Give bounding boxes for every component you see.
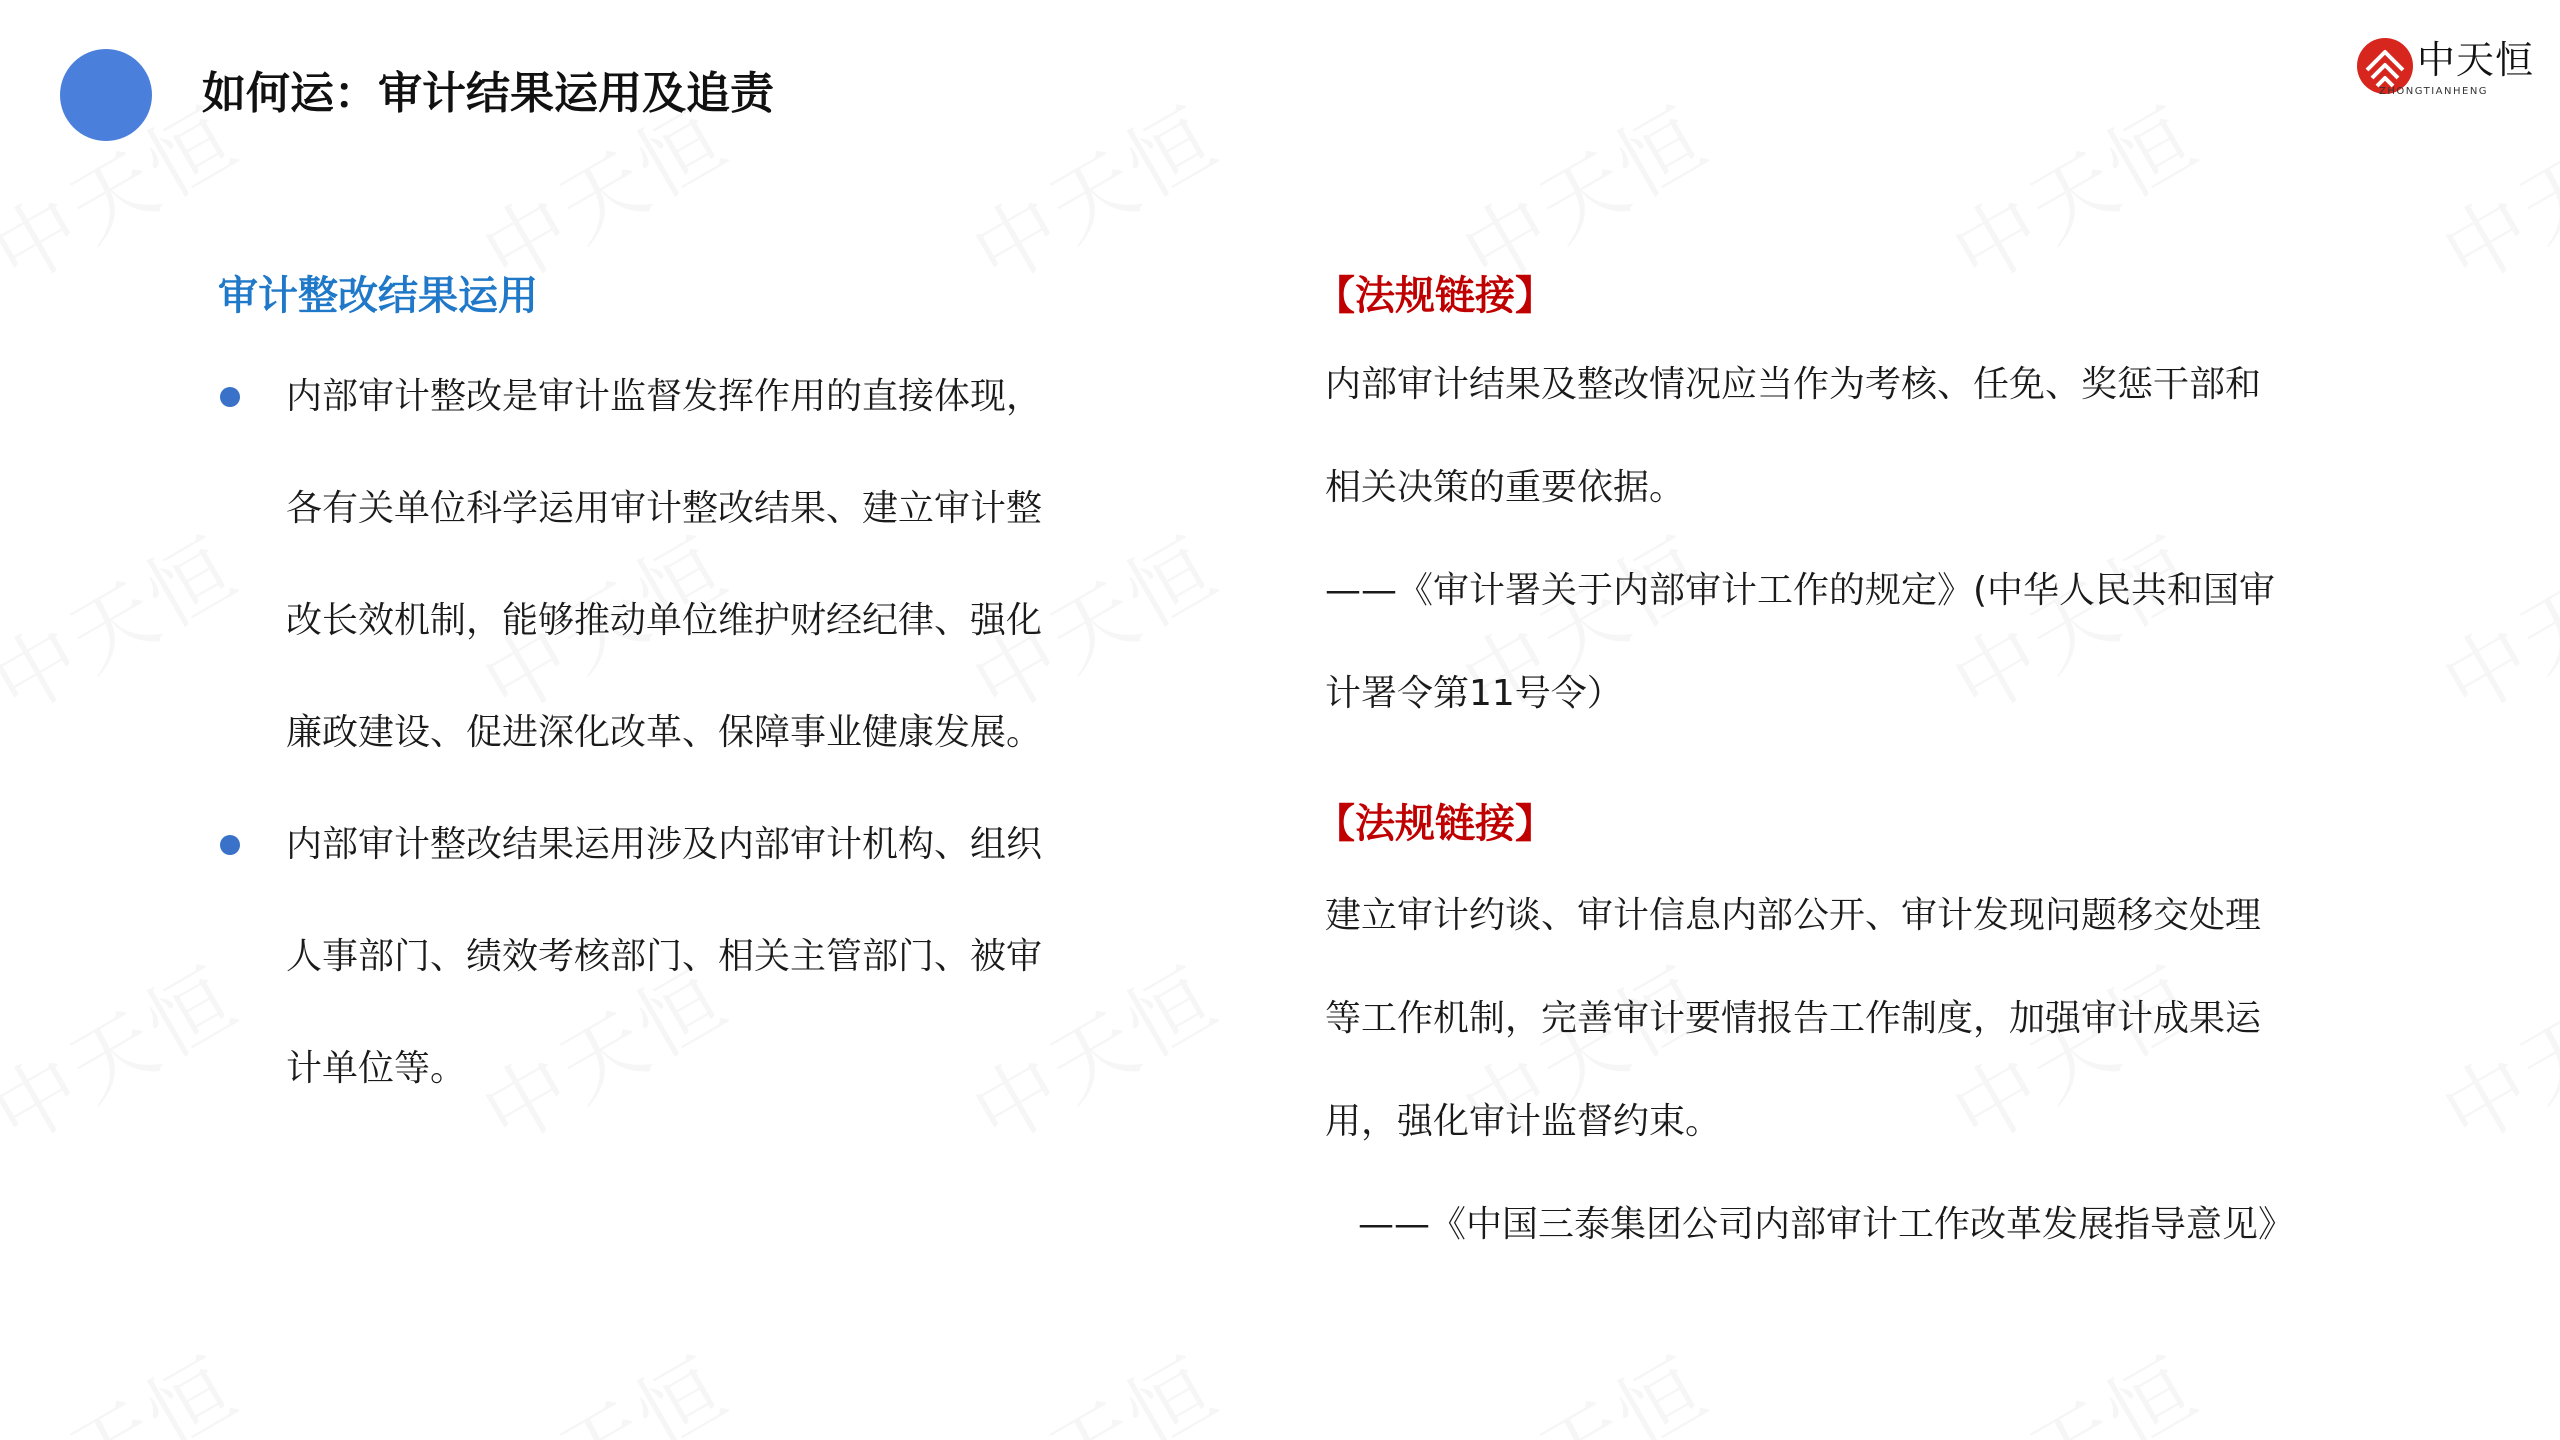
law-link-heading: 【法规链接】 xyxy=(1315,273,1555,319)
watermark-text xyxy=(2417,932,2560,1169)
bullet-text-line: 廉政建设、促进深化改革、保障事业健康发展。 xyxy=(286,712,1043,753)
bullet-text-line: 内部审计整改是审计监督发挥作用的直接体现， xyxy=(286,376,1043,417)
watermark-text xyxy=(947,72,1236,309)
watermark-text xyxy=(1927,72,2216,309)
law-citation-line: ——《中国三泰集团公司内部审计工作改革发展指导意见》 xyxy=(1358,1204,2295,1245)
law-text-line: 建立审计约谈、审计信息内部公开、审计发现问题移交处理 xyxy=(1325,895,2262,936)
title-circle-decoration xyxy=(60,49,152,141)
law-text-line: 内部审计结果及整改情况应当作为考核、任免、奖惩干部和 xyxy=(1325,364,2262,405)
bullet-text-line: 改长效机制，能够推动单位维护财经纪律、强化 xyxy=(286,600,1043,641)
watermark-text xyxy=(947,1322,1236,1440)
watermark-text xyxy=(1927,502,2216,739)
law-citation-line: ——《审计署关于内部审计工作的规定》(中华人民共和国审 xyxy=(1325,570,2276,611)
law-text-line: 相关决策的重要依据。 xyxy=(1325,467,1686,508)
law-text-line: 用，强化审计监督约束。 xyxy=(1325,1101,1722,1142)
logo-subtitle: ZHONGTIANHENG xyxy=(2379,86,2489,97)
bullet-text-line: 各有关单位科学运用审计整改结果、建立审计整 xyxy=(286,488,1043,529)
watermark-text xyxy=(2417,72,2560,309)
watermark-text xyxy=(0,932,257,1169)
watermark-text xyxy=(0,502,257,739)
law-citation-line: 计署令第11号令） xyxy=(1325,673,1623,714)
watermark-text xyxy=(1927,1322,2216,1440)
watermark-text xyxy=(2417,502,2560,739)
bullet-icon xyxy=(220,387,240,407)
law-text-line: 等工作机制，完善审计要情报告工作制度，加强审计成果运 xyxy=(1325,998,2262,1039)
watermark-text xyxy=(0,1322,257,1440)
bullet-text-line: 人事部门、绩效考核部门、相关主管部门、被审 xyxy=(286,936,1043,977)
bullet-text-line: 计单位等。 xyxy=(286,1048,467,1089)
company-logo xyxy=(2355,36,2535,100)
logo-name: 中天恒 xyxy=(2417,38,2535,82)
watermark-text xyxy=(457,1322,746,1440)
bullet-icon xyxy=(220,835,240,855)
left-section-heading: 审计整改结果运用 xyxy=(218,273,538,319)
law-link-heading: 【法规链接】 xyxy=(1315,801,1555,847)
watermark-text xyxy=(1437,1322,1726,1440)
watermark-text xyxy=(1927,932,2216,1169)
bullet-text-line: 内部审计整改结果运用涉及内部审计机构、组织 xyxy=(286,824,1043,865)
page-title: 如何运：审计结果运用及追责 xyxy=(202,68,774,119)
